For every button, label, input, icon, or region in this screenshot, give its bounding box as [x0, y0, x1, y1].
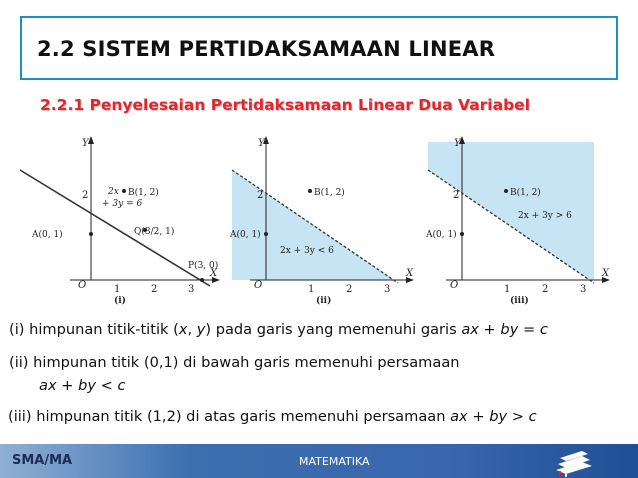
region-label: 2x + 3y > 6 [518, 211, 572, 221]
y-axis-label: Y [454, 138, 461, 149]
footer-bar [0, 444, 638, 478]
graph-caption: (iii) [510, 296, 529, 306]
point-a-marker [460, 232, 464, 236]
graph-ii [222, 130, 418, 308]
graph-i [20, 130, 222, 308]
point-a-label: A(0, 1) [32, 230, 63, 240]
origin-label: O [254, 280, 263, 291]
x-tick-1: 1 [308, 284, 315, 295]
x-tick-1: 1 [504, 284, 511, 295]
line1-x: x [178, 321, 188, 338]
x-tick-2: 2 [346, 284, 353, 295]
slide-title: 2.2 SISTEM PERTIDAKSAMAAN LINEAR [37, 37, 496, 61]
point-p-marker [200, 278, 204, 282]
point-b-marker [308, 189, 312, 193]
books-icon [552, 448, 596, 478]
origin-label: O [450, 280, 459, 291]
description-line-2: (ii) himpunan titik (0,1) di bawah garis memenuhi persamaan [9, 354, 460, 371]
graph-caption: (ii) [316, 296, 332, 306]
footer-level: SMA/MA [12, 453, 73, 468]
y-tick-2: 2 [257, 190, 264, 201]
line4-prefix: (iii) himpunan titik (1,2) di atas garis memenuhi persamaan [8, 408, 451, 425]
x-tick-2: 2 [151, 284, 158, 295]
x-tick-1: 1 [114, 284, 121, 295]
x-tick-3: 3 [188, 284, 195, 295]
x-axis-label: X [602, 268, 610, 279]
y-tick-2: 2 [82, 190, 89, 201]
description-line-1 [9, 321, 548, 338]
line-equation-top: 2x [108, 187, 119, 197]
line1-prefix: (i) himpunan titik-titik ( [9, 321, 179, 338]
x-tick-2: 2 [542, 284, 549, 295]
graph-iii [418, 130, 614, 308]
point-b-marker [122, 189, 126, 193]
line1-y: y [196, 321, 206, 338]
point-p-label: P(3, 0) [188, 261, 219, 271]
graph-caption: (i) [114, 296, 126, 306]
line1-sep: , [187, 321, 197, 338]
graph-i-panel [20, 130, 222, 308]
point-a-marker [89, 232, 93, 236]
description-line-4 [8, 408, 537, 425]
title-box [20, 16, 618, 80]
description-line-3: ax + by < c [39, 377, 126, 394]
point-a-marker [264, 232, 268, 236]
x-axis-label: X [210, 268, 218, 279]
line1-mid: ) pada garis yang memenuhi garis [205, 321, 462, 338]
x-tick-3: 3 [580, 284, 587, 295]
footer-subject: MATEMATIKA [299, 455, 370, 468]
point-b-marker [504, 189, 508, 193]
line-equation-bottom: + 3y = 6 [102, 199, 143, 209]
region-label: 2x + 3y < 6 [280, 246, 334, 256]
point-b-label: B(1, 2) [128, 188, 159, 198]
point-b-label: B(1, 2) [510, 188, 541, 198]
x-tick-3: 3 [384, 284, 391, 295]
origin-label: O [78, 280, 87, 291]
slide-subtitle: 2.2.1 Penyelesaian Pertidaksamaan Linear Dua Variabel [40, 96, 530, 114]
line1-equation: ax + by = c [461, 321, 548, 338]
point-a-label: A(0, 1) [426, 230, 457, 240]
point-b-label: B(1, 2) [314, 188, 345, 198]
y-axis-label: Y [258, 138, 265, 149]
y-axis-label: Y [82, 138, 89, 149]
x-axis-label: X [406, 268, 414, 279]
point-a-label: A(0, 1) [230, 230, 261, 240]
line4-equation: ax + by > c [450, 408, 537, 425]
y-tick-2: 2 [453, 190, 460, 201]
point-q-label: Q(3/2, 1) [134, 227, 175, 237]
